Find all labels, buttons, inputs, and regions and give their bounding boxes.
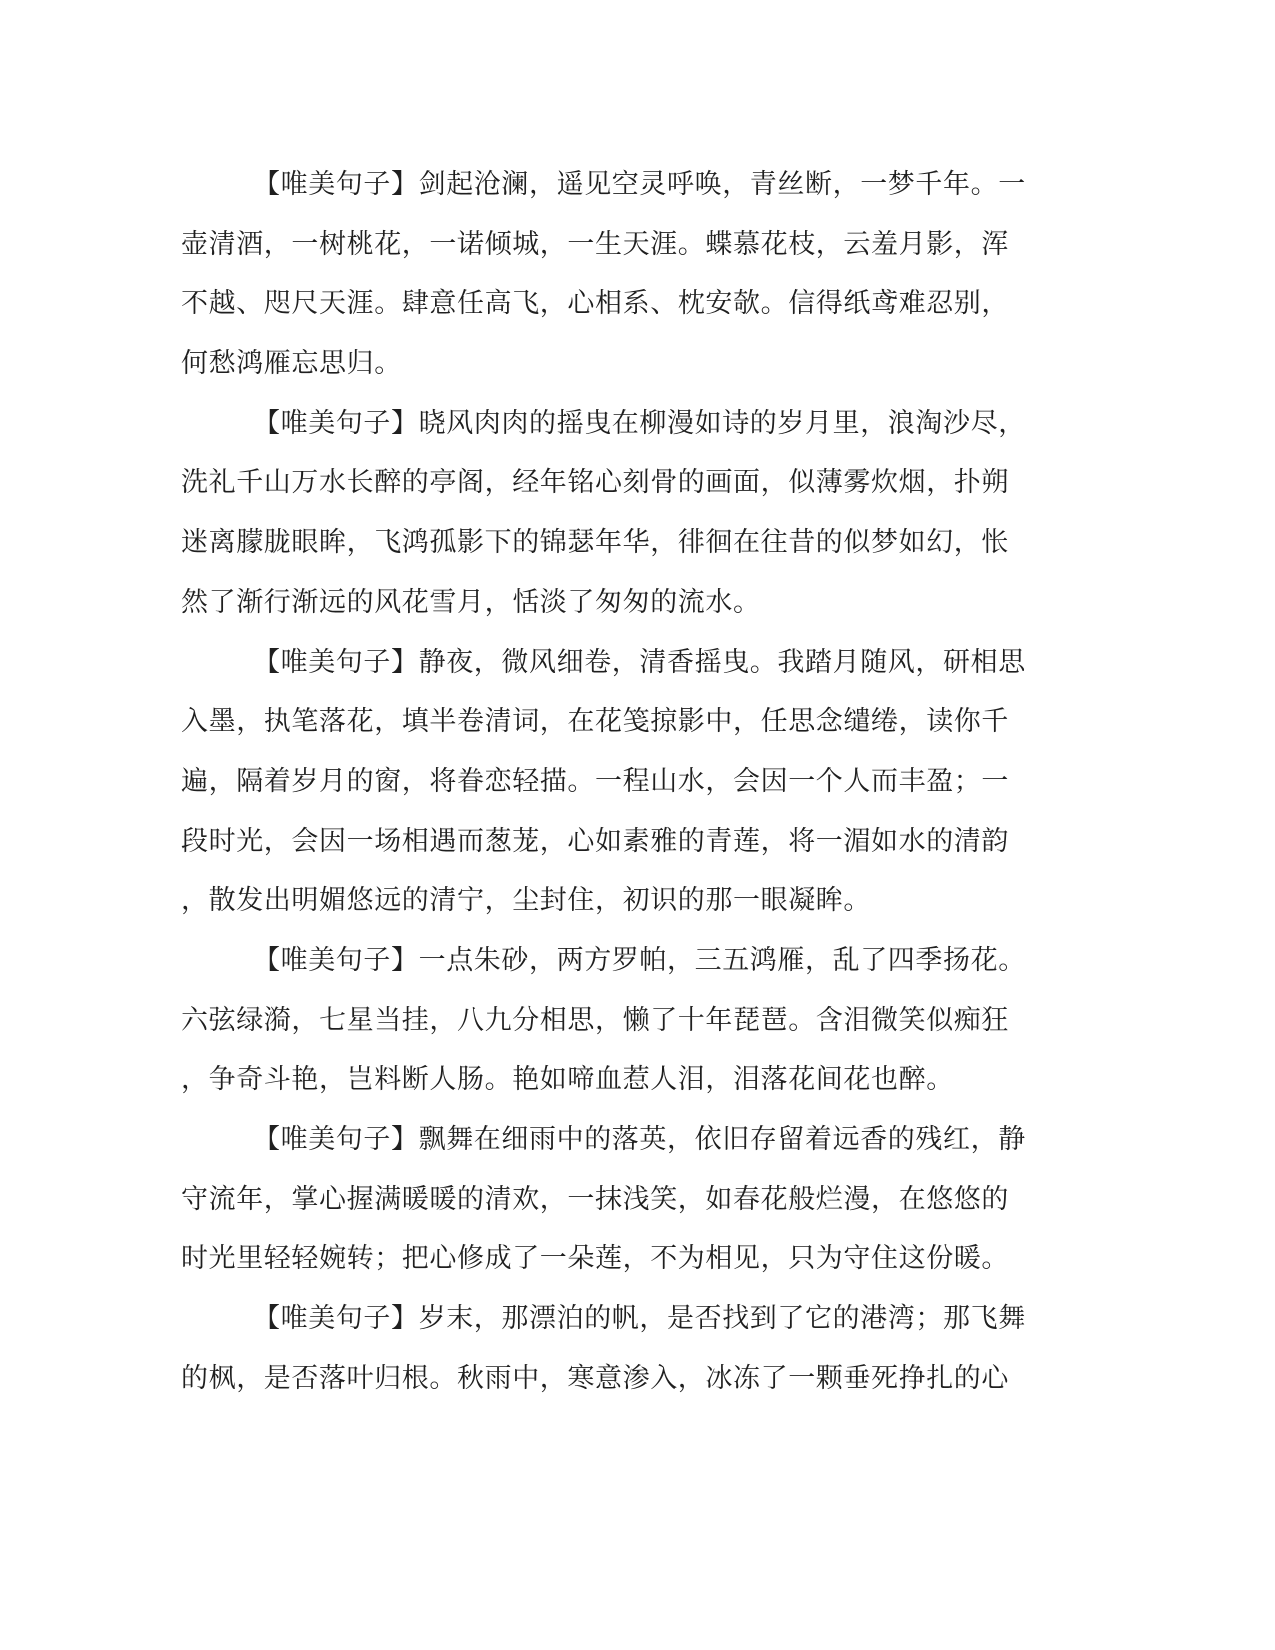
paragraph-6: [181, 1289, 1041, 1408]
paragraph-line: 【唯美句子】一点朱砂，两方罗帕，三五鸿雁，乱了四季扬花。: [253, 944, 1026, 976]
paragraph-line: 遍，隔着岁月的窗，将眷恋轻描。一程山水，会因一个人而丰盈；一: [181, 765, 1009, 797]
paragraph-line: 【唯美句子】晓风肉肉的摇曳在柳漫如诗的岁月里，浪淘沙尽，: [253, 407, 1026, 439]
paragraph-5: [181, 1110, 1041, 1289]
paragraph-line: 何愁鸿雁忘思归。: [181, 348, 402, 380]
paragraph-line: 六弦绿漪，七星当挂，八九分相思，懒了十年琵琶。含泪微笑似痴狂: [181, 1004, 1009, 1036]
paragraph-line: 【唯美句子】岁末，那漂泊的帆，是否找到了它的港湾；那飞舞: [253, 1303, 1026, 1335]
paragraph-4: [181, 931, 1041, 1110]
paragraph-line: 【唯美句子】飘舞在细雨中的落英，依旧存留着远香的残红，静: [253, 1124, 1026, 1155]
paragraph-1: [181, 155, 1041, 394]
paragraph-line: 不越、咫尺天涯。肆意任高飞，心相系、枕安欹。信得纸鸢难忍别，: [181, 288, 1009, 320]
paragraph-line: 入墨，执笔落花，填半卷清词，在花笺掠影中，任思念缱绻，读你千: [181, 706, 1009, 738]
paragraph-line: 【唯美句子】静夜，微风细卷，清香摇曳。我踏月随风，研相思: [253, 646, 1026, 678]
paragraph-line: 壶清酒，一树桃花，一诺倾城，一生天涯。蝶慕花枝，云羞月影，浑: [181, 228, 1009, 260]
paragraph-line: 【唯美句子】剑起沧澜，遥见空灵呼唤，青丝断，一梦千年。一: [253, 169, 1026, 200]
paragraph-line: 洗礼千山万水长醉的亭阁，经年铭心刻骨的画面，似薄雾炊烟，扑朔: [181, 467, 1009, 499]
paragraph-line: 段时光，会因一场相遇而葱茏，心如素雅的青莲，将一湄如水的清韵: [181, 825, 1009, 857]
paragraph-line: ，散发出明媚悠远的清宁，尘封住，初识的那一眼凝眸。: [181, 885, 871, 917]
paragraph-3: [181, 633, 1041, 931]
document-body: [181, 155, 1041, 1408]
paragraph-line: 然了渐行渐远的风花雪月，恬淡了匆匆的流水。: [181, 586, 761, 618]
paragraph-line: 时光里轻轻婉转；把心修成了一朵莲，不为相见，只为守住这份暖。: [181, 1243, 1009, 1275]
paragraph-2: [181, 394, 1041, 633]
paragraph-line: ，争奇斗艳，岂料断人肠。艳如啼血惹人泪，泪落花间花也醉。: [181, 1064, 954, 1096]
paragraph-line: 守流年，掌心握满暖暖的清欢，一抹浅笑，如春花般烂漫，在悠悠的: [181, 1183, 1009, 1215]
paragraph-line: 迷离朦胧眼眸，飞鸿孤影下的锦瑟年华，徘徊在往昔的似梦如幻，怅: [181, 527, 1009, 559]
paragraph-line: 的枫，是否落叶归根。秋雨中，寒意渗入，冰冻了一颗垂死挣扎的心: [181, 1362, 1009, 1394]
